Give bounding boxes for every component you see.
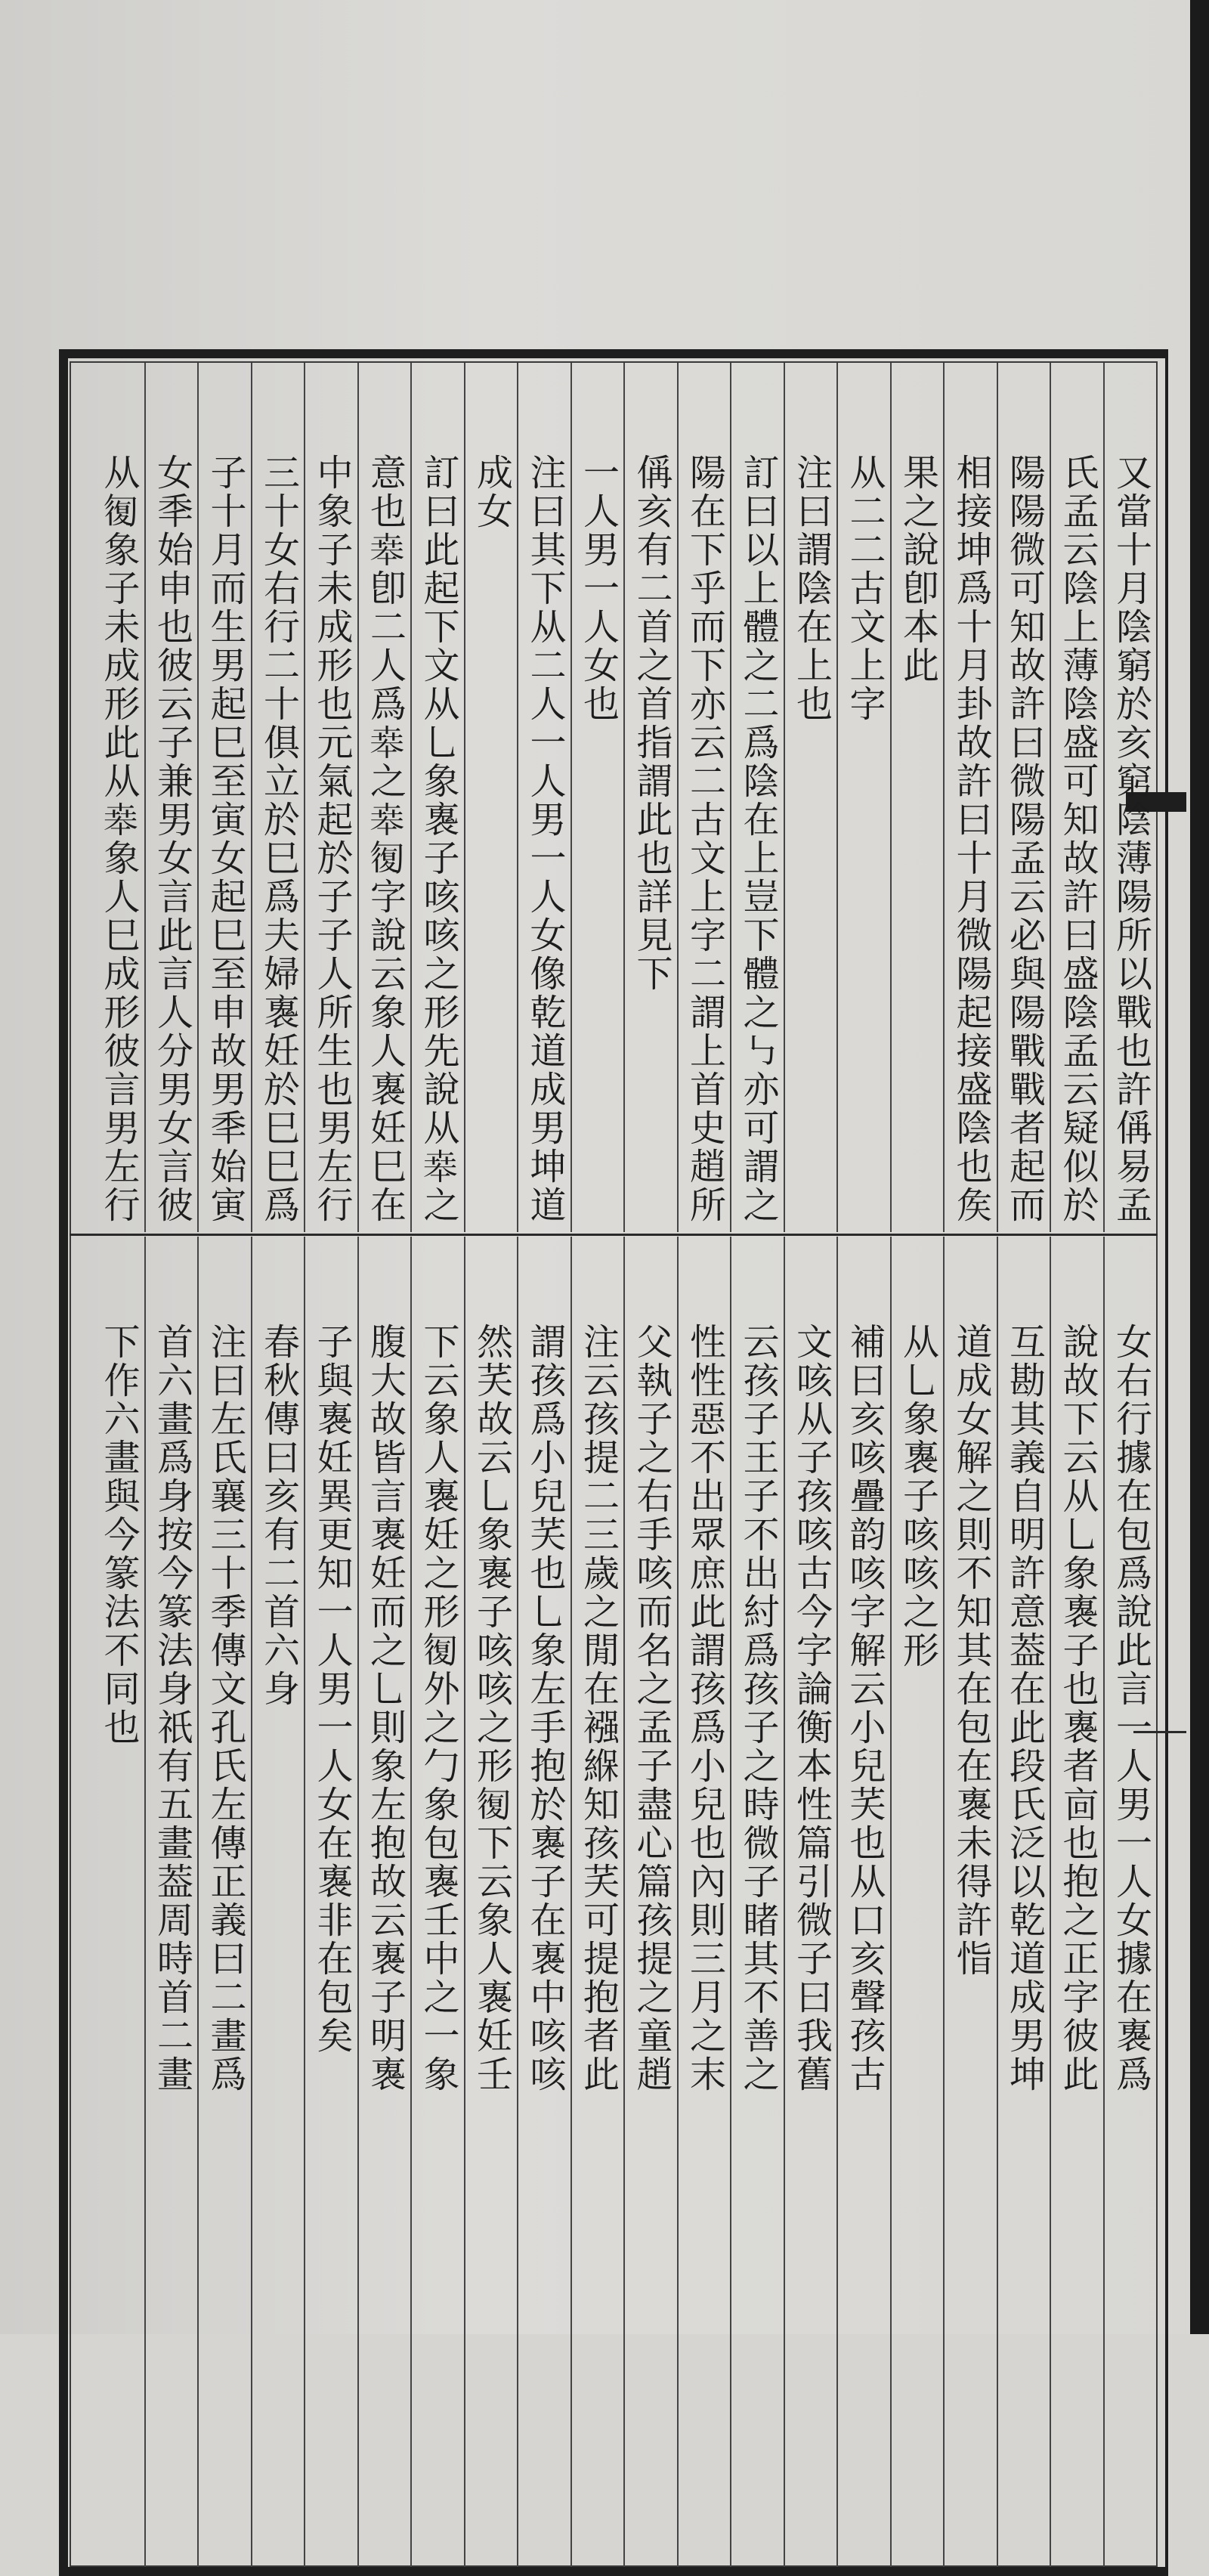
text-column: 女秊始申也彼云子兼男女言此言人分男女言彼	[150, 454, 193, 1225]
text-column: 氏孟云陰上薄陰盛可知故許曰盛陰孟云疑似於	[1056, 454, 1099, 1225]
text-column: 說故下云从乚象褢子也褢者㐭也抱之正字彼此	[1056, 1323, 1099, 2094]
text-column: 謂孩爲小兒芺也乚象左手抱於褢子在褢中咳咳	[524, 1323, 566, 2094]
register-divider	[70, 1234, 1158, 1236]
text-column: 訂曰此起下文从乚象褢子咳咳之形先說从𠦪之	[417, 454, 459, 1225]
text-column: 注曰左氏襄三十季傳文孔氏左傳正義曰二畫爲	[204, 1323, 246, 2094]
text-column: 父執子之右手咳而名之孟子盡心篇孩提之童趙	[630, 1323, 673, 2094]
book-spine	[1190, 0, 1209, 2334]
text-column: 成女	[470, 454, 513, 531]
text-column: 一人男一人女也	[577, 454, 620, 723]
text-column: 相接坤爲十月卦故許曰十月微陽起接盛陰也矦	[950, 454, 992, 1225]
text-column: 注云孩提二三歲之閒在襁緥知孩芺可提抱者此	[577, 1323, 620, 2094]
text-column: 補曰亥咳疊韵咳字解云小兒芺也从口亥聲孩古	[843, 1323, 886, 2094]
text-column: 性性惡不出眾庶此謂孩爲小兒也內則三月之末	[683, 1323, 726, 2094]
text-column: 陽在下乎而下亦云二古文上字二謂上首史趙所	[683, 454, 726, 1225]
text-column: 子與褢妊異更知一人男一人女在褢非在包矣	[311, 1323, 353, 2055]
text-column: 子十月而生男起巳至寅女起巳至申故男秊始寅	[204, 454, 246, 1225]
text-column: 春秋傳曰亥有二首六身	[257, 1323, 300, 1708]
text-column: 从乚象褢子咳咳之形	[896, 1323, 939, 1670]
text-column: 云孩子王子不出紂爲孩子之時微子睹其不善之	[737, 1323, 779, 2094]
text-column: 然芺故云乚象褢子咳咳之形𠣾下云象人褢妊壬	[470, 1323, 513, 2094]
text-column: 道成女解之則不知其在包在褢未得許恉	[950, 1323, 992, 1978]
text-column: 下作六畫與今篆法不同也	[97, 1323, 140, 1747]
text-column: 果之說卽本此	[896, 454, 939, 685]
text-column: 意也𠦪卽二人爲𠦪之𠦪𠣾字說云象人褢妊巳在	[363, 454, 407, 1225]
text-column: 腹大故皆言褢妊而之乚則象左抱故云褢子明褢	[363, 1323, 407, 2094]
text-column: 文咳从子孩咳古今字論衡本性篇引微子曰我舊	[790, 1323, 833, 2094]
text-column: 注曰其下从二人一人男一人女像乾道成男坤道	[524, 454, 566, 1225]
text-column: 中象子未成形也元氣起於子子人所生也男左行	[311, 454, 353, 1225]
text-column: 首六畫爲身按今篆法身祇有五畫葢周時首二畫	[150, 1323, 193, 2094]
text-column: 下云象人褢妊之形𠣾外之勹象包褢壬中之一象	[417, 1323, 459, 2094]
text-column: 偁亥有二首之首指謂此也詳見下	[630, 454, 673, 993]
text-column: 陽陽微可知故許曰微陽孟云必與陽戰戰者起而	[1003, 454, 1046, 1225]
text-column: 注曰謂陰在上也	[790, 454, 833, 723]
text-column: 从二二古文上字	[843, 454, 886, 723]
text-column: 互勘其義自明許意葢在此段氏泛以乾道成男坤	[1003, 1323, 1046, 2094]
text-column: 三十女右行二十俱立於巳爲夫婦褢妊於巳巳爲	[257, 454, 300, 1225]
text-column: 又當十月陰窮於亥窮陰薄陽所以戰也許偁易孟	[1109, 454, 1152, 1225]
text-column: 訂曰以上體之二爲陰在上豈下體之㇉亦可謂之	[737, 454, 779, 1225]
text-column: 从𠣾象子未成形此从𠦪象人巳成形彼言男左行	[97, 454, 140, 1225]
text-column: 女右行據在包爲說此言一人男一人女據在褢爲	[1109, 1323, 1152, 2094]
